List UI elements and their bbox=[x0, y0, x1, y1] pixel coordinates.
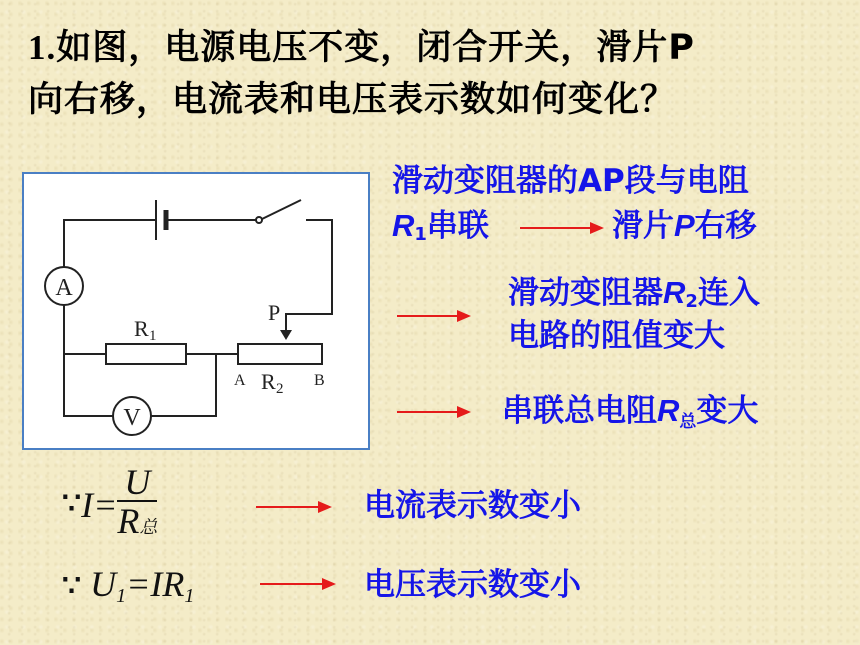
formula-1-denominator: R bbox=[117, 501, 140, 541]
formula-2-u-sub: 1 bbox=[116, 585, 127, 607]
slider-p-label: P bbox=[268, 300, 281, 325]
total-sub: 总 bbox=[679, 412, 697, 432]
circuit-svg bbox=[24, 174, 368, 448]
slide-suffix: 右移 bbox=[694, 208, 757, 244]
question-number: 1. bbox=[28, 28, 57, 67]
switch-contact bbox=[256, 217, 262, 223]
formula-2-result: 电压表示数变小 bbox=[364, 567, 581, 603]
wire-top-left bbox=[64, 220, 156, 269]
r2-sub-label: 2 bbox=[276, 381, 284, 397]
arrow-2 bbox=[397, 306, 471, 326]
formula-2-u: U bbox=[90, 564, 117, 604]
arrow-3 bbox=[397, 402, 471, 422]
slide-p: P bbox=[674, 208, 695, 243]
slide-prefix: 滑片 bbox=[612, 208, 674, 244]
formula-1-lhs: I= bbox=[81, 485, 118, 525]
r1-symbol: R bbox=[392, 208, 415, 243]
title-line-1: 1.如图，电源电压不变，闭合开关，滑片P bbox=[28, 28, 695, 68]
end-a-label: A bbox=[234, 372, 246, 389]
arrow-4 bbox=[256, 497, 332, 517]
formula-2-r-sub: 1 bbox=[184, 585, 195, 607]
reason-r1-series bbox=[392, 207, 522, 254]
r2-label: R bbox=[261, 369, 276, 394]
because-symbol-1: ∵ bbox=[62, 487, 82, 521]
reason-r2-line-2: 电路的阻值变大 bbox=[508, 318, 725, 354]
title-line-2: 向右移，电流表和电压表示数如何变化？ bbox=[28, 80, 677, 120]
arrow-5 bbox=[260, 574, 336, 594]
r2-symbol: R bbox=[663, 275, 686, 310]
formula-voltage bbox=[62, 562, 262, 618]
resistor-r1 bbox=[106, 344, 186, 364]
reason-line-1: 滑动变阻器的AP段与电阻 bbox=[392, 163, 749, 199]
formula-ohm bbox=[62, 464, 252, 544]
formula-1-numerator: U bbox=[117, 464, 157, 502]
voltmeter-label: V bbox=[123, 405, 141, 431]
r1-sub-label: 1 bbox=[149, 328, 157, 344]
slider-arrow-head bbox=[280, 330, 292, 340]
switch-blade bbox=[262, 200, 301, 219]
formula-1-denominator-sub: 总 bbox=[139, 517, 158, 537]
r1-sub: 1 bbox=[414, 224, 427, 245]
wire-top-right bbox=[286, 220, 332, 332]
formula-2-eq: =IR bbox=[126, 564, 185, 604]
reason-slide-right bbox=[612, 207, 812, 245]
arrow-1 bbox=[520, 218, 604, 238]
r2-sub: 2 bbox=[685, 291, 698, 312]
rheostat-r2 bbox=[238, 344, 322, 364]
reason-total-resistance: 串联总电阻R总变大 bbox=[502, 393, 759, 432]
circuit-diagram bbox=[22, 172, 370, 450]
formula-1-fraction bbox=[117, 464, 157, 546]
reason-r2-line-1: 滑动变阻器$R_2$连入 bbox=[508, 275, 760, 312]
question-title bbox=[28, 22, 838, 126]
formula-1-result: 电流表示数变小 bbox=[364, 488, 581, 524]
total-symbol: R bbox=[657, 393, 680, 428]
end-b-label: B bbox=[314, 372, 325, 389]
because-symbol-2: ∵ bbox=[62, 570, 82, 603]
ammeter-label: A bbox=[55, 275, 73, 301]
series-text: 串联 bbox=[426, 208, 489, 244]
r1-label: R bbox=[134, 316, 149, 341]
